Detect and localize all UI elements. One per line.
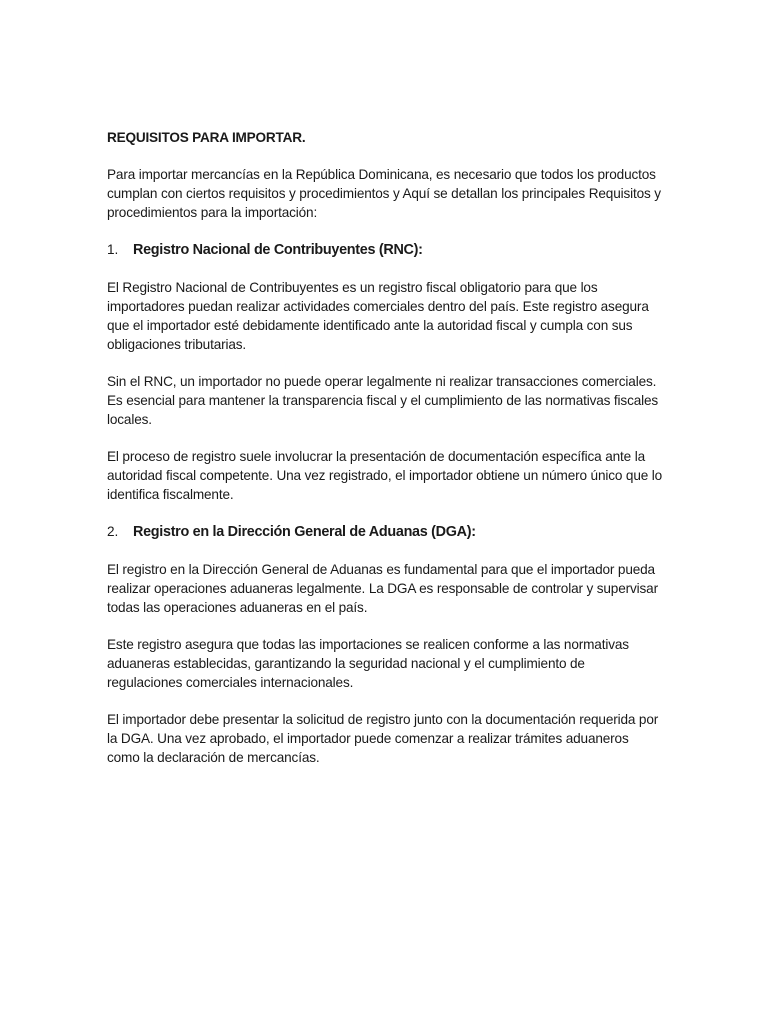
body-paragraph: El registro en la Dirección General de Aduanas es fundamental para que el importador pueda realizar operaciones aduaneras legalmente. La DGA es responsable de controlar y supervisar todas las operaciones aduaneras en el país. xyxy=(107,562,658,615)
section-title: Registro Nacional de Contribuyentes (RNC): xyxy=(133,242,423,258)
section-title: Registro en la Dirección General de Aduanas (DGA): xyxy=(133,524,476,540)
section-heading xyxy=(107,522,663,542)
section-number: 2. xyxy=(107,524,119,539)
intro-paragraph: Para importar mercancías en la República Dominicana, es necesario que todos los productos cumplan con ciertos requisitos y procedimientos y Aquí se detallan los principales Requisitos y procedimientos para la importación: xyxy=(107,167,661,220)
body-paragraph: El proceso de registro suele involucrar la presentación de documentación específica ante la autoridad fiscal competente. Una vez registrado, el importador obtiene un número único que lo identifica fiscalmente. xyxy=(107,449,663,502)
section-number: 1. xyxy=(107,242,119,257)
document-page xyxy=(107,128,663,785)
body-paragraph: El Registro Nacional de Contribuyentes es un registro fiscal obligatorio para que los importadores puedan realizar actividades comerciales dentro del país. Este registro asegura que el importador esté debidamente identificado ante la autoridad fiscal y cumpla con sus obligaciones tributarias. xyxy=(107,280,649,352)
body-paragraph: Este registro asegura que todas las importaciones se realicen conforme a las normativas aduaneras establecidas, garantizando la seguridad nacional y el cumplimiento de regulaciones comerciales internacionales. xyxy=(107,637,629,690)
body-paragraph: El importador debe presentar la solicitud de registro junto con la documentación requerida por la DGA. Una vez aprobado, el importador puede comenzar a realizar trámites aduaneros como la declaración de mercancías. xyxy=(107,712,659,765)
section-heading xyxy=(107,240,663,260)
body-paragraph: Sin el RNC, un importador no puede operar legalmente ni realizar transacciones comerciales. Es esencial para mantener la transparencia fiscal y el cumplimiento de las normativas fiscales locales. xyxy=(107,374,659,427)
document-title: REQUISITOS PARA IMPORTAR. xyxy=(107,130,306,145)
section-rnc xyxy=(107,240,663,504)
section-dga xyxy=(107,522,663,767)
